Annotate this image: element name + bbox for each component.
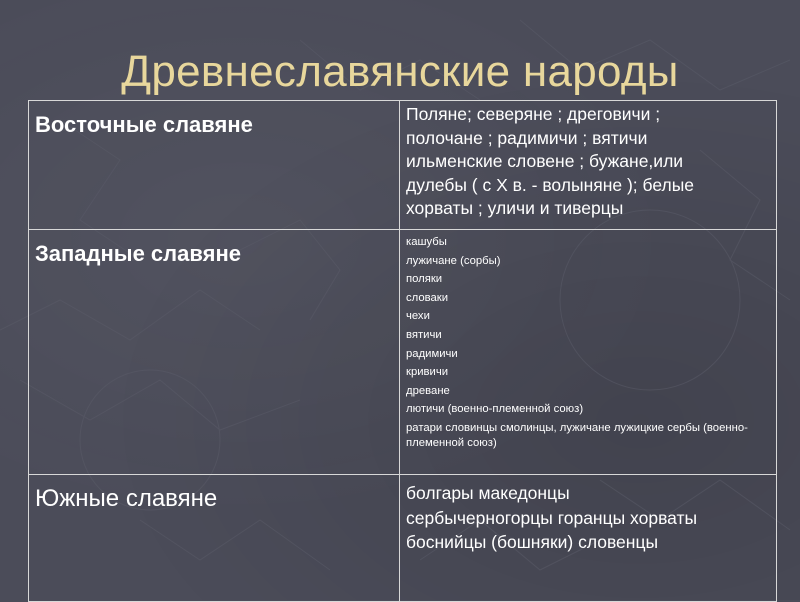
table-row-south (29, 475, 777, 602)
peoples-cell-east (400, 101, 777, 230)
list-item: лужичане (сорбы) (406, 254, 501, 267)
table-row-east (29, 101, 777, 230)
peoples-cell-south (400, 475, 777, 602)
list-item: кривичи (406, 366, 449, 379)
peoples-text-east (400, 101, 776, 221)
category-label-west: Западные славяне (35, 241, 241, 266)
list-item: ратари словинцы смолинцы, лужичане лужицкие сербы (военно-племенной союз) (406, 421, 748, 449)
category-cell-west (29, 230, 400, 475)
peoples-line: хорваты ; уличи и тиверцы (406, 198, 624, 218)
category-label-south: Южные славяне (35, 485, 218, 512)
category-cell-east (29, 101, 400, 230)
list-item: радимичи (406, 347, 458, 360)
category-label-east: Восточные славяне (35, 112, 253, 137)
peoples-line: дулебы ( с X в. - волыняне ); белые (406, 174, 695, 195)
peoples-line: ильменские словене ; бужане,или (406, 151, 684, 171)
list-item: древане (406, 384, 450, 397)
category-cell-south (29, 475, 400, 602)
list-item: чехи (406, 310, 430, 323)
list-item: вятичи (406, 328, 442, 341)
list-item: лютичи (военно-племенной союз) (406, 403, 584, 416)
slav-peoples-table-container (28, 100, 774, 600)
list-item: словаки (406, 291, 449, 304)
peoples-line: боснийцы (бошняки) словенцы (406, 532, 659, 552)
peoples-line: полочане ; радимичи ; вятичи (406, 127, 648, 148)
list-item: кашубы (406, 236, 447, 248)
peoples-list-west (400, 230, 776, 451)
peoples-text-south (400, 475, 776, 555)
table-row-west (29, 230, 777, 475)
peoples-cell-west (400, 230, 777, 475)
slide-title: Древнеславянские народы (121, 47, 679, 96)
peoples-line: сербычерногорцы горанцы хорваты (406, 507, 698, 528)
peoples-line: Поляне; северяне ; дреговичи ; (406, 104, 661, 124)
peoples-line: болгары македонцы (406, 483, 570, 503)
slav-peoples-table (28, 100, 777, 602)
list-item: поляки (406, 273, 443, 286)
